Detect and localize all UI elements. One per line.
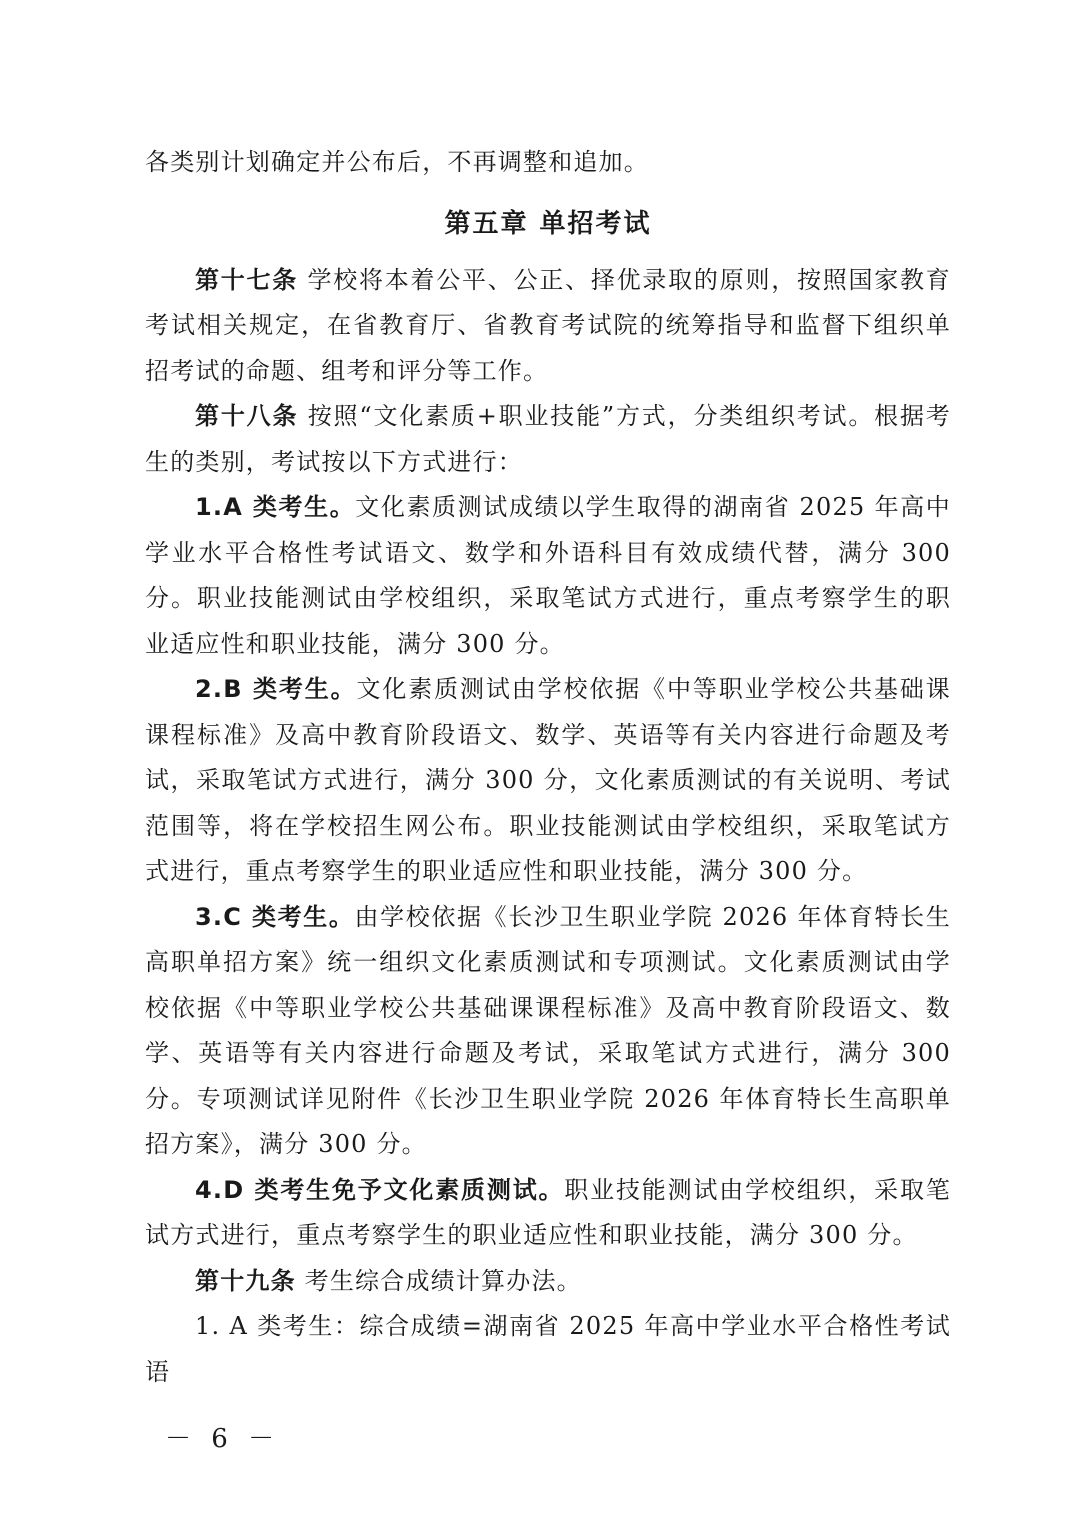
- lead-line: 各类别计划确定并公布后，不再调整和追加。: [145, 148, 649, 176]
- item-a-head: 1.A 类考生。: [195, 493, 356, 521]
- article-19: [145, 1259, 951, 1305]
- item-d: [145, 1168, 951, 1259]
- item-a: [145, 485, 951, 667]
- article-18-text: 按照“文化素质+职业技能”方式，分类组织考试。根据考生的类别，考试按以下方式进行：: [145, 402, 951, 476]
- item-d-head: 4.D 类考生免予文化素质测试。: [195, 1175, 565, 1204]
- article-18-head: 第十八条: [195, 402, 299, 430]
- article-19-item-1: 1. A 类考生：综合成绩=湖南省 2025 年高中学业水平合格性考试语: [145, 1312, 951, 1386]
- article-17: [145, 258, 951, 395]
- article-17-text: 学校将本着公平、公正、择优录取的原则，按照国家教育考试相关规定，在省教育厅、省教育考试院的统筹指导和监督下组织单招考试的命题、组考和评分等工作。: [145, 265, 951, 385]
- item-d-text: 职业技能测试由学校组织，采取笔试方式进行，重点考察学生的职业适应性和职业技能，满分 300 分。: [145, 1175, 952, 1249]
- page-number: － 6 －: [165, 1424, 281, 1454]
- document-body: [145, 140, 951, 1395]
- article-19-text: 考生综合成绩计算办法。: [295, 1266, 582, 1295]
- item-b: [145, 667, 951, 895]
- item-a-text: 文化素质测试成绩以学生取得的湖南省 2025 年高中学业水平合格性考试语文、数学和外语科目有效成绩代替，满分 300 分。职业技能测试由学校组织，采取笔试方式进行，重点考察学生的职业适应性和职业技能，满分 300 分。: [145, 493, 951, 658]
- article-18: [145, 394, 951, 485]
- item-c: [145, 895, 951, 1168]
- chapter-title: 第五章 单招考试: [444, 208, 652, 239]
- item-b-head: 2.B 类考生。: [195, 675, 357, 703]
- article-17-head: 第十七条: [195, 265, 299, 294]
- article-19-head: 第十九条: [195, 1266, 296, 1295]
- item-c-text: 由学校依据《长沙卫生职业学院 2026 年体育特长生高职单招方案》统一组织文化素质测试和专项测试。文化素质测试由学校依据《中等职业学校公共基础课课程标准》及高中教育阶段语文、数学、英语等有关内容进行命题及考试，采取笔试方式进行，满分 300 分。专项测试详见附件《长沙卫生职业学院 2026 年体育特长生高职单招方案》，满分 300 分。: [145, 902, 951, 1158]
- item-c-head: 3.C 类考生。: [195, 902, 355, 931]
- item-b-text: 文化素质测试由学校依据《中等职业学校公共基础课课程标准》及高中教育阶段语文、数学、英语等有关内容进行命题及考试，采取笔试方式进行，满分 300 分，文化素质测试的有关说明、考试范围等，将在学校招生网公布。职业技能测试由学校组织，采取笔试方式进行，重点考察学生的职业适应性和职业技能，满分 300 分。: [145, 675, 951, 885]
